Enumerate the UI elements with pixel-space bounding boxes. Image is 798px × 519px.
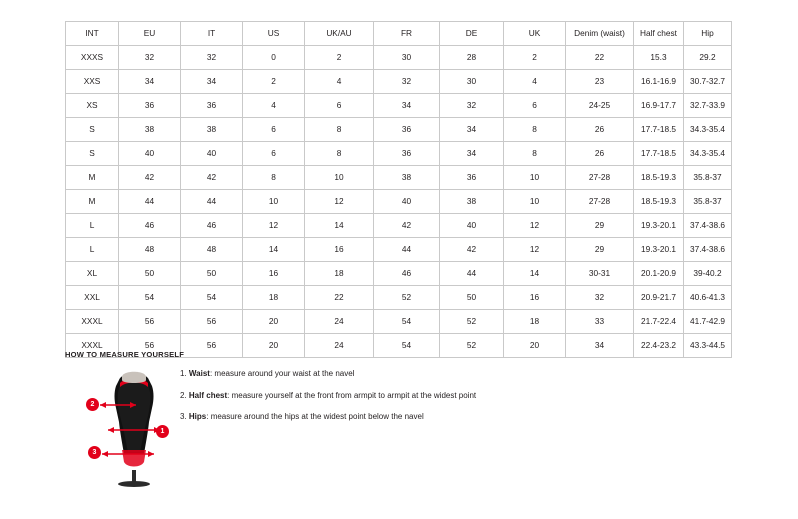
measure-item-term: Hips [188, 412, 207, 422]
table-cell: 30-31 [566, 262, 634, 286]
table-column-header: Denim (waist) [566, 22, 634, 46]
table-row [66, 238, 732, 262]
table-cell: 2 [305, 46, 374, 70]
table-cell: 52 [440, 334, 504, 358]
table-cell: 12 [305, 190, 374, 214]
measure-instructions [180, 369, 600, 434]
measure-item-term: Waist [188, 369, 210, 378]
table-column-header: UK/AU [305, 22, 374, 46]
table-cell: S [66, 118, 119, 142]
table-cell: 42 [374, 214, 440, 238]
table-cell: 40 [119, 142, 181, 166]
table-cell: 34.3-35.4 [684, 118, 732, 142]
table-cell: 35.8-37 [684, 190, 732, 214]
table-cell: 14 [243, 238, 305, 262]
table-cell: 20.9-21.7 [634, 286, 684, 310]
table-cell: 15.3 [634, 46, 684, 70]
table-cell: 18 [504, 310, 566, 334]
table-cell: 38 [181, 118, 243, 142]
table-cell: XXXL [66, 334, 119, 358]
table-cell: 8 [504, 118, 566, 142]
table-column-header: UK [504, 22, 566, 46]
measure-item-index: 1. [180, 369, 187, 378]
measure-instruction-item [180, 391, 600, 401]
table-cell: 36 [119, 94, 181, 118]
table-cell: 50 [119, 262, 181, 286]
table-cell: 8 [243, 166, 305, 190]
table-cell: 12 [243, 214, 305, 238]
table-cell: 6 [243, 142, 305, 166]
table-cell: 23 [566, 70, 634, 94]
table-cell: 20 [504, 334, 566, 358]
table-cell: 22 [305, 286, 374, 310]
table-cell: 29 [566, 238, 634, 262]
table-cell: L [66, 214, 119, 238]
table-cell: 10 [243, 190, 305, 214]
table-cell: XXXS [66, 46, 119, 70]
how-to-measure-title: HOW TO MEASURE YOURSELF [65, 350, 185, 359]
table-cell: XL [66, 262, 119, 286]
table-row [66, 310, 732, 334]
measure-instruction-item [180, 412, 600, 422]
table-cell: 43.3-44.5 [684, 334, 732, 358]
table-cell: 32 [181, 46, 243, 70]
table-cell: 20.1-20.9 [634, 262, 684, 286]
table-cell: 38 [119, 118, 181, 142]
table-cell: 12 [504, 214, 566, 238]
table-cell: 32 [566, 286, 634, 310]
table-row [66, 286, 732, 310]
table-column-header: INT [66, 22, 119, 46]
table-column-header: FR [374, 22, 440, 46]
table-cell: 32.7-33.9 [684, 94, 732, 118]
measure-badge-1: 1 [156, 425, 169, 438]
table-row [66, 118, 732, 142]
mannequin-illustration [86, 362, 191, 487]
table-cell: 34 [566, 334, 634, 358]
table-cell: 18 [305, 262, 374, 286]
table-column-header: EU [119, 22, 181, 46]
table-cell: 29.2 [684, 46, 732, 70]
table-column-header: US [243, 22, 305, 46]
table-cell: M [66, 190, 119, 214]
table-cell: 48 [119, 238, 181, 262]
table-cell: 34 [119, 70, 181, 94]
table-cell: 2 [504, 46, 566, 70]
table-row [66, 70, 732, 94]
table-header-row [66, 22, 732, 46]
measure-item-term: Half chest [188, 390, 228, 400]
table-cell: 56 [181, 334, 243, 358]
table-cell: 6 [504, 94, 566, 118]
table-cell: 52 [440, 310, 504, 334]
table-cell: 48 [181, 238, 243, 262]
table-cell: M [66, 166, 119, 190]
table-cell: 54 [374, 310, 440, 334]
table-cell: 44 [440, 262, 504, 286]
table-cell: 24 [305, 310, 374, 334]
table-cell: 50 [440, 286, 504, 310]
table-cell: 39-40.2 [684, 262, 732, 286]
table-cell: 41.7-42.9 [684, 310, 732, 334]
table-cell: 20 [243, 334, 305, 358]
table-cell: XXS [66, 70, 119, 94]
table-cell: 35.8-37 [684, 166, 732, 190]
table-cell: 26 [566, 118, 634, 142]
table-column-header: DE [440, 22, 504, 46]
table-cell: S [66, 142, 119, 166]
table-cell: 28 [440, 46, 504, 70]
table-cell: 18.5-19.3 [634, 190, 684, 214]
table-cell: 46 [119, 214, 181, 238]
table-row [66, 46, 732, 70]
measure-item-index: 2. [180, 390, 187, 400]
table-cell: 16 [243, 262, 305, 286]
table-cell: 44 [119, 190, 181, 214]
table-column-header: Half chest [634, 22, 684, 46]
table-cell: 16 [305, 238, 374, 262]
measure-badge-2: 2 [86, 398, 99, 411]
table-cell: 24 [305, 334, 374, 358]
table-cell: 44 [374, 238, 440, 262]
table-cell: 44 [181, 190, 243, 214]
table-column-header: Hip [684, 22, 732, 46]
table-column-header: IT [181, 22, 243, 46]
table-cell: 46 [181, 214, 243, 238]
table-cell: 14 [504, 262, 566, 286]
measure-badge-3: 3 [88, 446, 101, 459]
table-cell: 24-25 [566, 94, 634, 118]
table-cell: XXXL [66, 310, 119, 334]
table-cell: 2 [243, 70, 305, 94]
measure-instruction-item [180, 369, 600, 379]
table-cell: 6 [305, 94, 374, 118]
table-cell: L [66, 238, 119, 262]
table-cell: 42 [181, 166, 243, 190]
table-cell: 36 [440, 166, 504, 190]
table-cell: 40.6-41.3 [684, 286, 732, 310]
table-cell: 12 [504, 238, 566, 262]
table-cell: 10 [504, 190, 566, 214]
table-row [66, 166, 732, 190]
table-cell: 14 [305, 214, 374, 238]
table-cell: 54 [119, 286, 181, 310]
table-cell: 20 [243, 310, 305, 334]
table-cell: 37.4-38.6 [684, 238, 732, 262]
table-cell: 40 [181, 142, 243, 166]
table-row [66, 214, 732, 238]
table-cell: 32 [119, 46, 181, 70]
table-cell: 6 [243, 118, 305, 142]
table-cell: 4 [305, 70, 374, 94]
table-cell: 34 [181, 70, 243, 94]
table-cell: 18 [243, 286, 305, 310]
table-cell: 17.7-18.5 [634, 142, 684, 166]
table-cell: 4 [243, 94, 305, 118]
table-cell: 19.3-20.1 [634, 214, 684, 238]
table-cell: 38 [374, 166, 440, 190]
table-cell: 27-28 [566, 166, 634, 190]
table-cell: 56 [119, 310, 181, 334]
table-cell: 54 [374, 334, 440, 358]
table-cell: 56 [181, 310, 243, 334]
table-cell: 8 [504, 142, 566, 166]
table-row [66, 190, 732, 214]
table-row [66, 142, 732, 166]
table-cell: 4 [504, 70, 566, 94]
table-cell: 50 [181, 262, 243, 286]
table-cell: 42 [440, 238, 504, 262]
table-cell: 0 [243, 46, 305, 70]
table-cell: 10 [504, 166, 566, 190]
table-cell: 27-28 [566, 190, 634, 214]
table-cell: 26 [566, 142, 634, 166]
table-cell: 33 [566, 310, 634, 334]
table-cell: 42 [119, 166, 181, 190]
table-cell: 54 [181, 286, 243, 310]
table-cell: 10 [305, 166, 374, 190]
table-cell: 17.7-18.5 [634, 118, 684, 142]
table-cell: 30 [374, 46, 440, 70]
table-body [66, 46, 732, 358]
table-cell: XXL [66, 286, 119, 310]
table-cell: 32 [440, 94, 504, 118]
table-cell: 22.4-23.2 [634, 334, 684, 358]
table-cell: 34.3-35.4 [684, 142, 732, 166]
table-cell: 19.3-20.1 [634, 238, 684, 262]
table-cell: 30.7-32.7 [684, 70, 732, 94]
measure-item-text: : measure around the hips at the widest point below the navel [206, 412, 424, 422]
table-header [66, 22, 732, 46]
table-cell: 40 [374, 190, 440, 214]
table-cell: 36 [374, 142, 440, 166]
table-row [66, 262, 732, 286]
table-row [66, 94, 732, 118]
table-cell: 40 [440, 214, 504, 238]
table-cell: 34 [374, 94, 440, 118]
table-cell: XS [66, 94, 119, 118]
table-cell: 16.9-17.7 [634, 94, 684, 118]
table-cell: 38 [440, 190, 504, 214]
table-cell: 36 [181, 94, 243, 118]
measure-item-text: : measure yourself at the front from armpit to armpit at the widest point [227, 390, 477, 400]
table-cell: 18.5-19.3 [634, 166, 684, 190]
table-cell: 8 [305, 142, 374, 166]
mannequin-svg [86, 362, 191, 487]
size-conversion-table [65, 21, 732, 358]
table-cell: 29 [566, 214, 634, 238]
table-cell: 22 [566, 46, 634, 70]
table-cell: 37.4-38.6 [684, 214, 732, 238]
table-cell: 34 [440, 118, 504, 142]
table-cell: 8 [305, 118, 374, 142]
size-chart-container [65, 21, 731, 358]
table-cell: 56 [119, 334, 181, 358]
table-cell: 16.1-16.9 [634, 70, 684, 94]
measure-item-index: 3. [180, 412, 187, 422]
table-cell: 21.7-22.4 [634, 310, 684, 334]
table-cell: 30 [440, 70, 504, 94]
table-cell: 32 [374, 70, 440, 94]
table-cell: 16 [504, 286, 566, 310]
table-cell: 36 [374, 118, 440, 142]
table-cell: 46 [374, 262, 440, 286]
measure-item-text: : measure around your waist at the navel [209, 369, 355, 378]
table-cell: 52 [374, 286, 440, 310]
table-cell: 34 [440, 142, 504, 166]
